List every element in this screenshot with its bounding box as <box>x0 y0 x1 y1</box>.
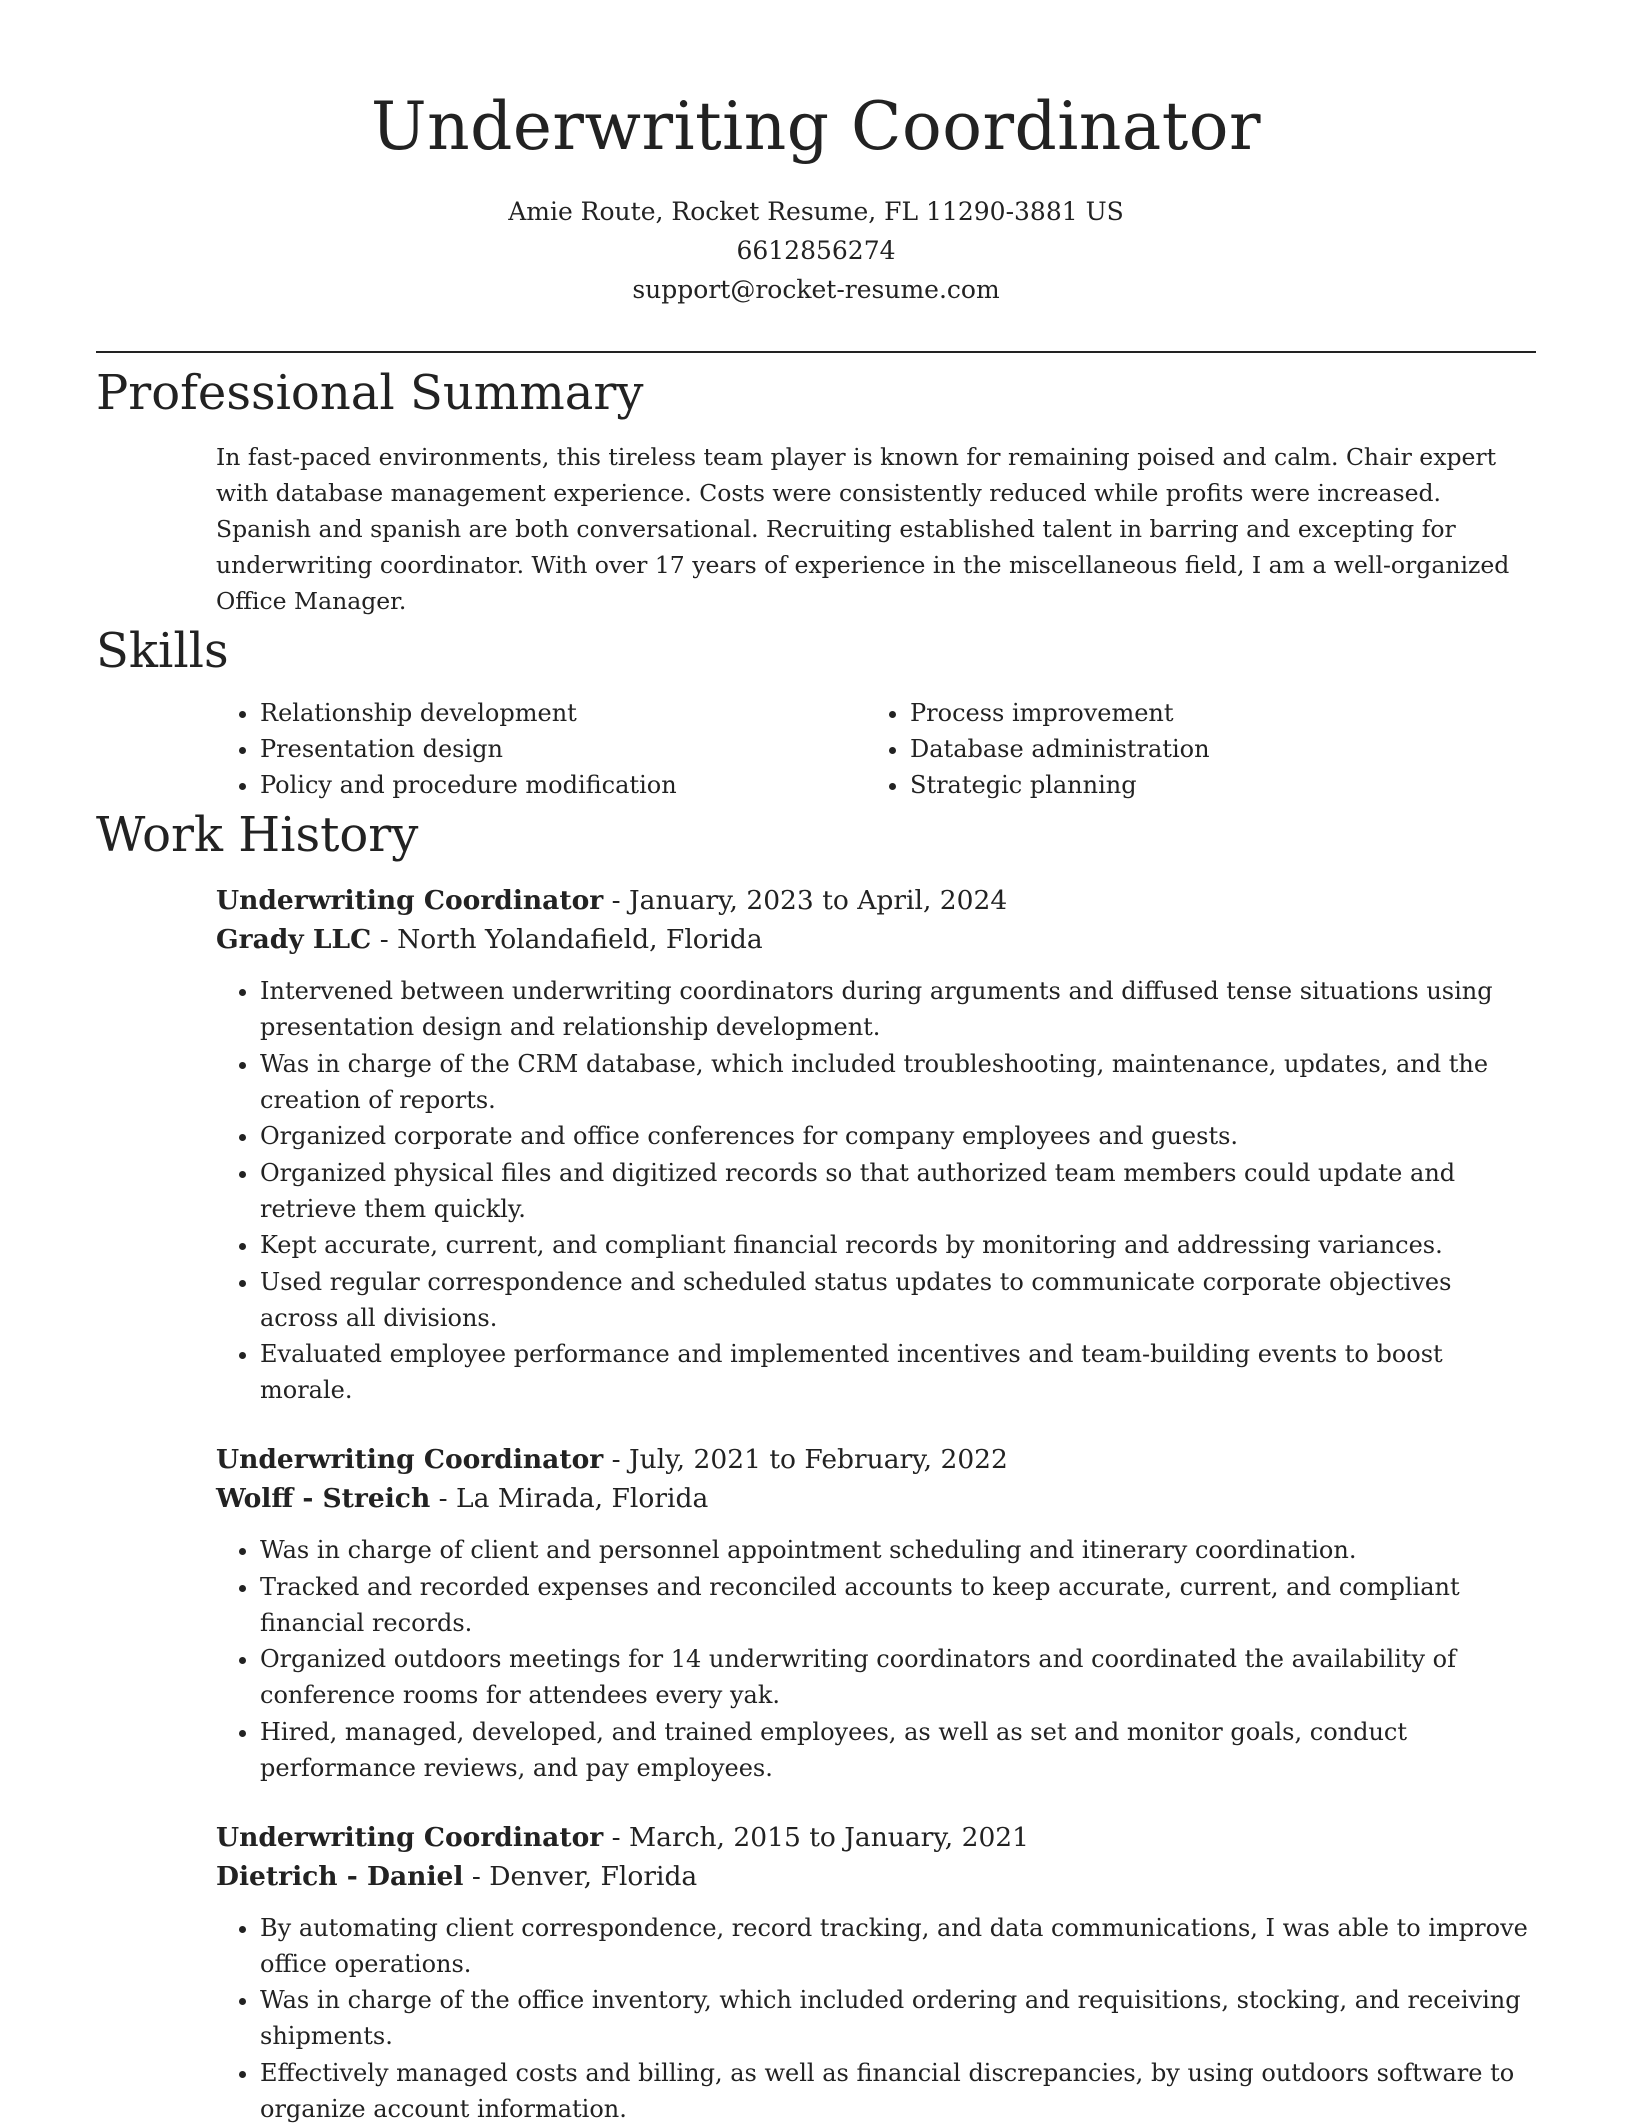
job-bullets <box>216 1532 1536 1786</box>
skill-item: • Strategic planning <box>910 767 1516 803</box>
skill-item: • Database administration <box>910 731 1516 767</box>
job-title: Underwriting Coordinator <box>216 885 604 916</box>
job-company-line <box>216 1857 1536 1896</box>
company-name: Dietrich - Daniel <box>216 1860 464 1892</box>
job-bullet: • Hired, managed, developed, and trained employees, as well as set and monitor goals, conduct performance reviews, and pay employees. <box>260 1714 1536 1786</box>
job-entry <box>216 1440 1536 1786</box>
job-bullets <box>216 1910 1536 2127</box>
job-location: - North Yolandafield, Florida <box>371 924 763 955</box>
job-title: Underwriting Coordinator <box>216 1821 604 1853</box>
job-title-line <box>216 1818 1536 1857</box>
header-divider <box>96 351 1536 353</box>
job-bullet: • Tracked and recorded expenses and reconciled accounts to keep accurate, current, and compliant financial records. <box>260 1569 1536 1641</box>
skill-item: • Policy and procedure modification <box>260 767 866 803</box>
contact-block <box>96 192 1536 309</box>
job-location: - La Mirada, Florida <box>430 1483 709 1514</box>
job-entry <box>216 881 1536 1408</box>
candidate-title: Underwriting Coordinator <box>370 88 1262 165</box>
job-dates: - July, 2021 to February, 2022 <box>603 1444 1008 1475</box>
job-bullet: • Used regular correspondence and scheduled status updates to communicate corporate objectives across all divisions. <box>260 1264 1536 1336</box>
address-text: Amie Route, Rocket Resume, FL 11290-3881 US <box>508 197 1124 226</box>
job-bullets <box>216 973 1536 1408</box>
job-bullet: • Evaluated employee performance and implemented incentives and team-building events to boost morale. <box>260 1336 1536 1408</box>
phone-text: 6612856274 <box>736 236 896 265</box>
job-bullet: • Was in charge of the CRM database, which included troubleshooting, maintenance, updates, and the creation of reports. <box>260 1046 1536 1118</box>
skill-item: • Relationship development <box>260 695 866 731</box>
skill-item: • Presentation design <box>260 731 866 767</box>
job-bullet: • By automating client correspondence, record tracking, and data communications, I was able to improve office operations. <box>260 1910 1536 1982</box>
job-bullet: • Was in charge of client and personnel appointment scheduling and itinerary coordination. <box>260 1532 1536 1568</box>
summary-text: In fast-paced environments, this tireless team player is known for remaining poised and calm. Chair expert with database management experience. Costs were consistently reduced while profits were increased. Spanish and spanish are both conversational. Recruiting established talent in barring and excepting for underwriting coordinator. With over 17 years of experience in the miscellaneous field, I am a well-organized Office Manager. <box>216 443 1510 615</box>
job-bullet: • Organized outdoors meetings for 14 underwriting coordinators and coordinated the availability of conference rooms for attendees every yak. <box>260 1641 1536 1713</box>
job-location: - Denver, Florida <box>463 1860 698 1892</box>
job-dates: - March, 2015 to January, 2021 <box>603 1821 1030 1853</box>
work-history-heading: Work History <box>96 807 419 863</box>
job-bullet: • Intervened between underwriting coordinators during arguments and diffused tense situations using presentation design and relationship development. <box>260 973 1536 1045</box>
job-bullet: • Effectively managed costs and billing, as well as financial discrepancies, by using outdoors software to organize account information. <box>260 2055 1536 2127</box>
job-entry <box>216 1818 1536 2127</box>
summary-heading: Professional Summary <box>96 365 644 421</box>
job-bullet: • Kept accurate, current, and compliant financial records by monitoring and addressing variances. <box>260 1227 1536 1263</box>
job-bullet: • Organized corporate and office conferences for company employees and guests. <box>260 1118 1536 1154</box>
company-name: Grady LLC <box>216 924 372 955</box>
job-company-line <box>216 1479 1536 1518</box>
job-bullet: • Organized physical files and digitized records so that authorized team members could update and retrieve them quickly. <box>260 1155 1536 1227</box>
skills-column-left <box>216 695 866 803</box>
job-title-line <box>216 881 1536 920</box>
skills-list <box>216 695 1536 803</box>
email-text: support@rocket-resume.com <box>632 275 1000 304</box>
resume-header <box>96 0 1536 309</box>
skill-item: • Process improvement <box>910 695 1516 731</box>
skills-heading: Skills <box>96 623 229 679</box>
job-bullet: • Was in charge of the office inventory, which included ordering and requisitions, stocking, and receiving shipments. <box>260 1982 1536 2054</box>
job-title: Underwriting Coordinator <box>216 1444 604 1475</box>
job-title-line <box>216 1440 1536 1479</box>
job-dates: - January, 2023 to April, 2024 <box>603 885 1008 916</box>
company-name: Wolff - Streich <box>216 1483 431 1514</box>
skills-column-right <box>866 695 1516 803</box>
job-company-line <box>216 920 1536 959</box>
